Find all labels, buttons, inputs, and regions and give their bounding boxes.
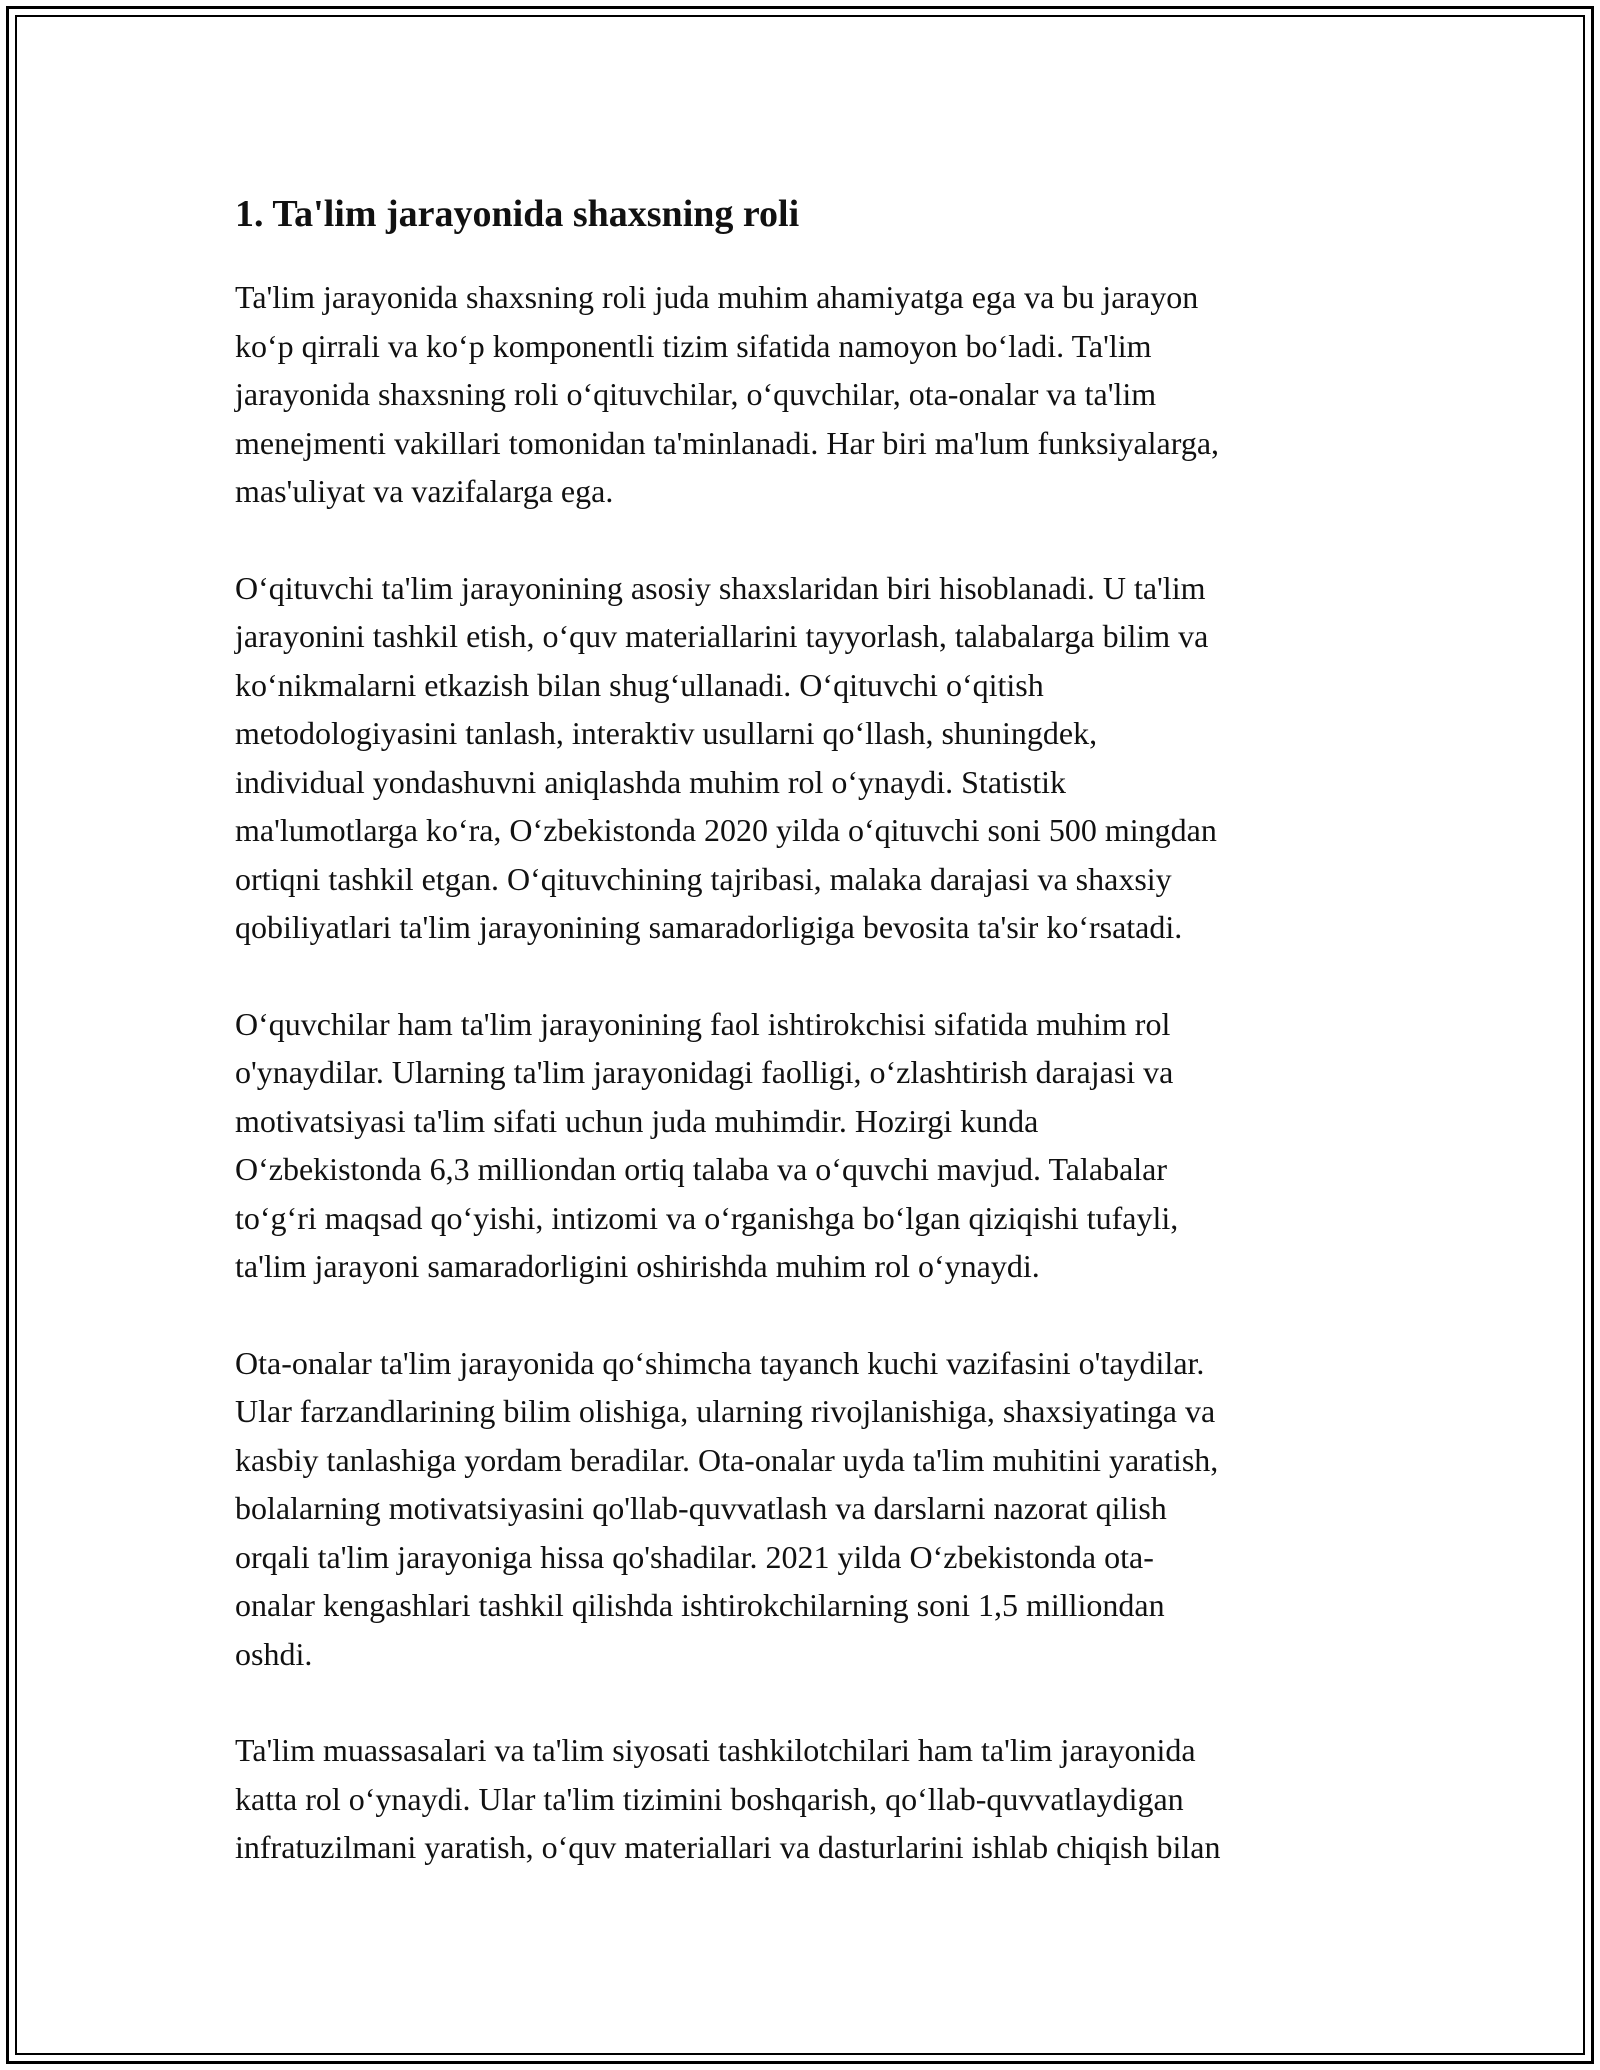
paragraph-intro <box>235 273 1375 516</box>
text-line: bolalarning motivatsiyasini qo'llab-quvvatlash va darslarni nazorat qilish <box>235 1490 1167 1526</box>
text-line: Ta'lim muassasalari va ta'lim siyosati tashkilotchilari ham ta'lim jarayonida <box>235 1732 1196 1768</box>
text-line: individual yondashuvni aniqlashda muhim rol o‘ynaydi. Statistik <box>235 763 1067 800</box>
text-line: onalar kengashlari tashkil qilishda ishtirokchilarning soni 1,5 milliondan <box>235 1587 1165 1623</box>
text-line: infratuzilmani yaratish, o‘quv materiallari va dasturlarini ishlab chiqish bilan <box>235 1829 1221 1865</box>
text-line: Ular farzandlarining bilim olishiga, ularning rivojlanishiga, shaxsiyatinga va <box>235 1393 1216 1429</box>
section-heading: 1. Ta'lim jarayonida shaxsning roli <box>235 193 800 235</box>
text-line: ko‘nikmalarni etkazish bilan shug‘ullanadi. O‘qituvchi o‘qitish <box>235 666 1044 703</box>
text-line: ta'lim jarayoni samaradorligini oshirishda muhim rol o‘ynaydi. <box>235 1248 1040 1284</box>
text-line: katta rol o‘ynaydi. Ular ta'lim tizimini boshqarish, qo‘llab-quvvatlaydigan <box>235 1780 1184 1817</box>
document-body <box>235 185 1375 1920</box>
text-line: jarayonida shaxsning roli o‘qituvchilar, o‘quvchilar, ota-onalar va ta'lim <box>235 376 1157 412</box>
paragraph-teacher <box>235 564 1375 952</box>
text-line: Ta'lim jarayonida shaxsning roli juda muhim ahamiyatga ega va bu jarayon <box>235 279 1199 315</box>
paragraph-parents <box>235 1339 1375 1679</box>
text-line: motivatsiyasi ta'lim sifati uchun juda muhimdir. Hozirgi kunda <box>235 1102 1039 1139</box>
text-line: O‘qituvchi ta'lim jarayonining asosiy shaxslaridan biri hisoblanadi. U ta'lim <box>235 569 1206 606</box>
text-line: ko‘p qirrali va ko‘p komponentli tizim sifatida namoyon bo‘ladi. Ta'lim <box>235 327 1152 364</box>
text-line: oshdi. <box>235 1635 313 1672</box>
text-line: mas'uliyat va vazifalarga ega. <box>235 473 614 509</box>
text-line: orqali ta'lim jarayoniga hissa qo'shadilar. 2021 yilda O‘zbekistonda ota- <box>235 1538 1154 1575</box>
text-line: O‘quvchilar ham ta'lim jarayonining faol ishtirokchisi sifatida muhim rol <box>235 1005 1171 1042</box>
text-line: menejmenti vakillari tomonidan ta'minlanadi. Har biri ma'lum funksiyalarga, <box>235 424 1220 461</box>
text-line: qobiliyatlari ta'lim jarayonining samaradorligiga bevosita ta'sir ko‘rsatadi. <box>235 909 1183 945</box>
text-line: o'ynaydilar. Ularning ta'lim jarayonidagi faolligi, o‘zlashtirish darajasi va <box>235 1054 1174 1090</box>
text-line: Ota-onalar ta'lim jarayonida qo‘shimcha tayanch kuchi vazifasini o'taydilar. <box>235 1344 1205 1381</box>
text-line: to‘g‘ri maqsad qo‘yishi, intizomi va o‘rganishga bo‘lgan qiziqishi tufayli, <box>235 1199 1179 1236</box>
text-line: ma'lumotlarga ko‘ra, O‘zbekistonda 2020 yilda o‘qituvchi soni 500 mingdan <box>235 812 1217 848</box>
paragraph-institutions <box>235 1726 1375 1872</box>
text-line: O‘zbekistonda 6,3 milliondan ortiq talaba va o‘quvchi mavjud. Talabalar <box>235 1151 1168 1187</box>
text-line: ortiqni tashkil etgan. O‘qituvchining tajribasi, malaka darajasi va shaxsiy <box>235 860 1172 897</box>
text-line: metodologiyasini tanlash, interaktiv usullarni qo‘llash, shuningdek, <box>235 715 1098 751</box>
text-line: jarayonini tashkil etish, o‘quv materiallarini tayyorlash, talabalarga bilim va <box>235 618 1209 654</box>
text-line: kasbiy tanlashiga yordam beradilar. Ota-onalar uyda ta'lim muhitini yaratish, <box>235 1441 1219 1478</box>
paragraph-students <box>235 1000 1375 1291</box>
